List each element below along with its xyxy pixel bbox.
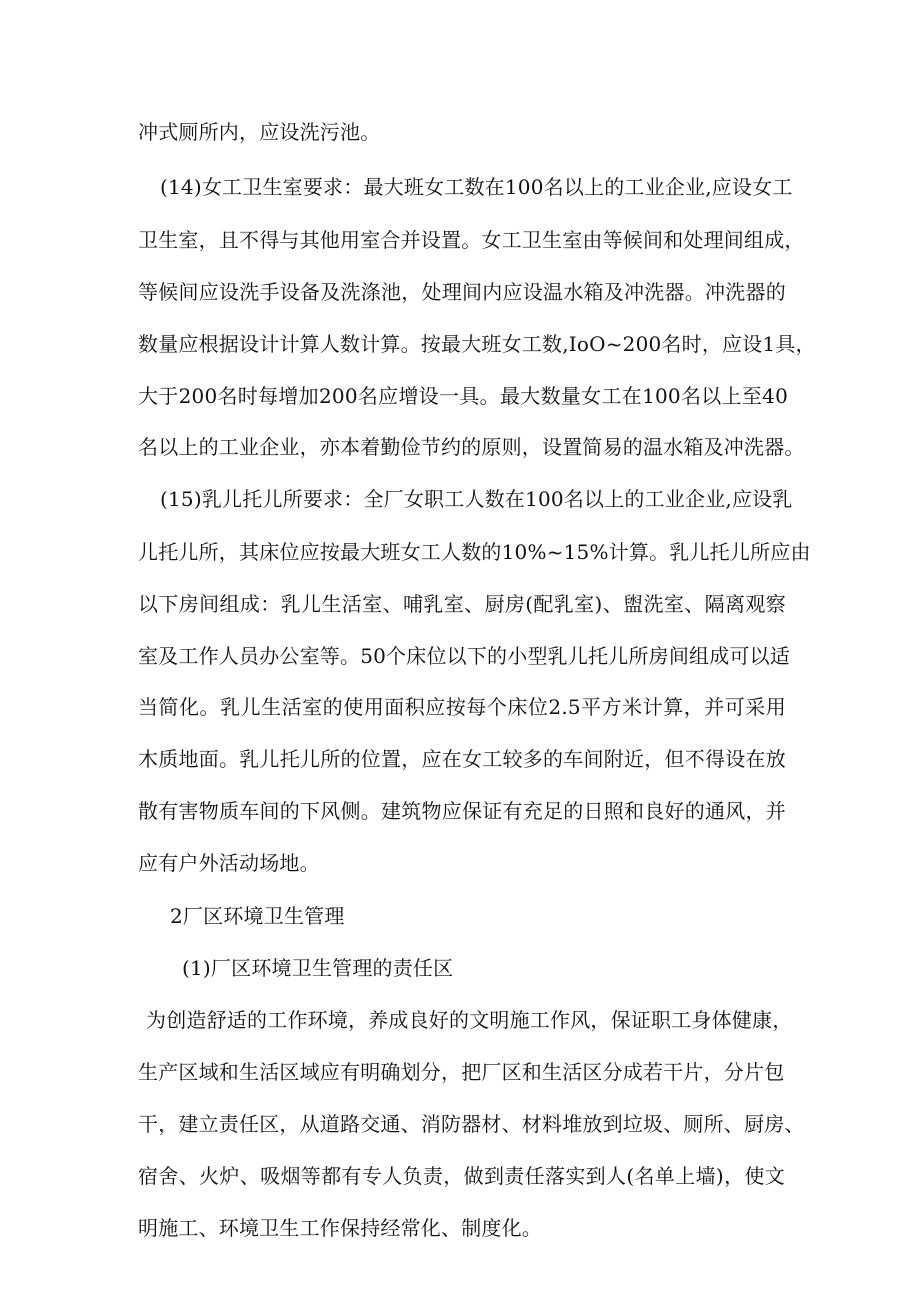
text-line: 儿托儿所，其床位应按最大班女工人数的10%~15%计算。乳儿托儿所应由 <box>138 540 811 564</box>
text-line: 干，建立责任区，从道路交通、消防器材、材料堆放到垃圾、厕所、厨房、 <box>138 1112 805 1136</box>
text-line: 等候间应设洗手设备及洗涤池，处理间内应设温水箱及冲洗器。冲洗器的 <box>138 280 786 304</box>
section-heading: 2厂区环境卫生管理 <box>170 904 345 928</box>
text-line: 以下房间组成：乳儿生活室、哺乳室、厨房(配乳室)、盥洗室、隔离观察 <box>138 592 786 616</box>
text-line: 木质地面。乳儿托儿所的位置，应在女工较多的车间附近，但不得设在放 <box>138 747 786 771</box>
text-line: (14)女工卫生室要求：最大班女工数在100名以上的工业企业,应设女工 <box>160 175 793 199</box>
text-line: 当简化。乳儿生活室的使用面积应按每个床位2.5平方米计算，并可采用 <box>138 695 786 719</box>
text-line: 宿舍、火炉、吸烟等都有专人负责，做到责任落实到人(名单上墙)，使文 <box>138 1164 785 1188</box>
text-line: (15)乳儿托儿所要求：全厂女职工人数在100名以上的工业企业,应设乳 <box>160 487 793 511</box>
text-line: 名以上的工业企业，亦本着勤俭节约的原则，设置简易的温水箱及冲洗器。 <box>138 435 805 459</box>
subsection-heading: (1)厂区环境卫生管理的责任区 <box>182 956 454 980</box>
text-line: 数量应根据设计计算人数计算。按最大班女工数,IoO~200名时，应设1具， <box>138 332 816 356</box>
text-line: 室及工作人员办公室等。50个床位以下的小型乳儿托儿所房间组成可以适 <box>138 644 791 668</box>
text-line: 生产区域和生活区域应有明确划分，把厂区和生活区分成若干片，分片包 <box>138 1060 785 1084</box>
text-line: 冲式厕所内，应设洗污池。 <box>138 120 381 144</box>
text-line: 散有害物质车间的下风侧。建筑物应保证有充足的日照和良好的通风，并 <box>138 799 786 823</box>
text-line: 为创造舒适的工作环境，养成良好的文明施工作风，保证职工身体健康， <box>146 1008 793 1032</box>
text-line: 卫生室，且不得与其他用室合并设置。女工卫生室由等候间和处理间组成， <box>138 228 805 252</box>
text-line: 应有户外活动场地。 <box>138 851 320 875</box>
text-line: 大于200名时每增加200名应增设一具。最大数量女工在100名以上至40 <box>138 384 788 408</box>
text-line: 明施工、环境卫生工作保持经常化、制度化。 <box>138 1216 542 1240</box>
